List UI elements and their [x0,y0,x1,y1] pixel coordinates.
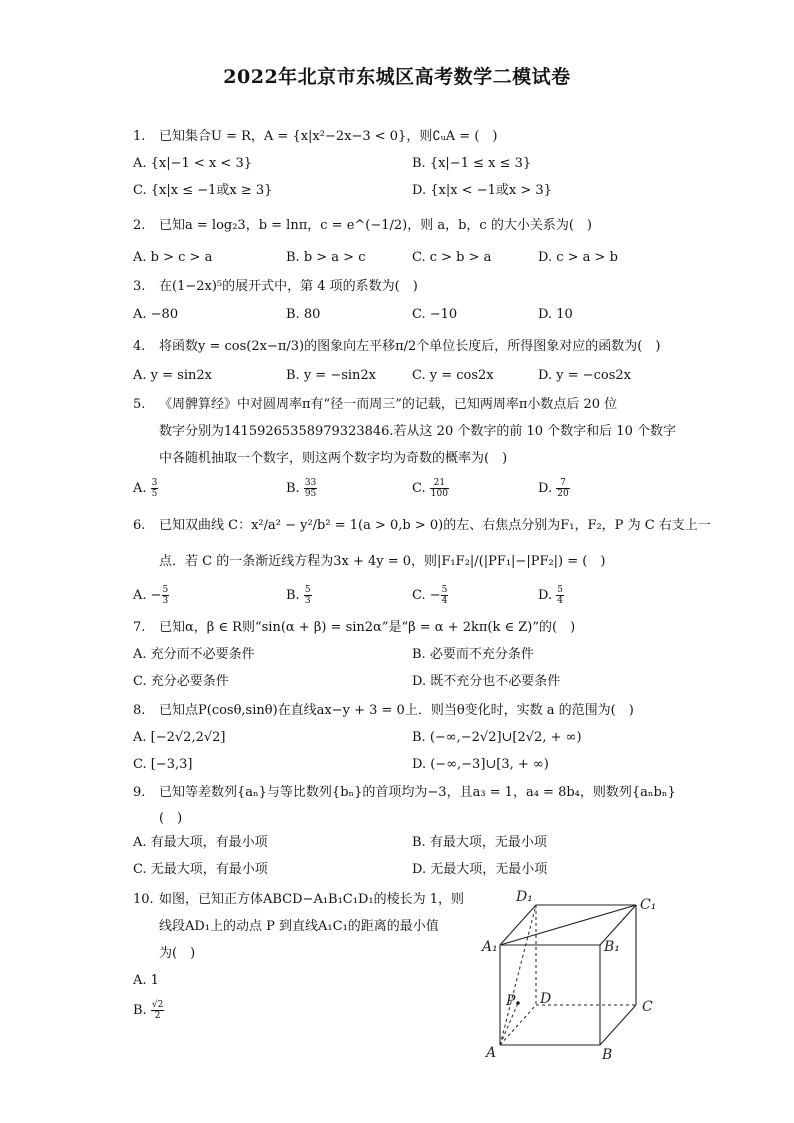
question-1: 1. 已知集合U = R，A = {x|x²−2x−3 < 0}，则∁ᵤA = ( ) [133,129,498,144]
point-p [516,1001,520,1005]
q7-option-c: C. 充分必要条件 [133,674,229,689]
q7-option-d: D. 既不充分也不必要条件 [412,674,561,689]
edge-b-c [600,1005,636,1045]
q6-option-d: D. $\frac{5}{4}$ [538,585,563,606]
question-10-line-3: 为( ) [159,946,196,961]
question-5-line-3: 中各随机抽取一个数字，则这两个数字均为奇数的概率为( ) [159,451,508,466]
question-2: 2. 已知a = log₂3，b = lnπ，c = e^(−1/2)，则 a，b，c 的大小关系为( ) [133,218,592,233]
q3-option-b: B. 80 [286,307,321,322]
label-a1: A₁ [482,939,498,955]
q6-option-b: B. $\frac{5}{3}$ [286,585,311,606]
question-8: 8. 已知点P(cosθ,sinθ)在直线ax−y + 3 = 0上．则当θ变化时，实数 a 的范围为( ) [133,703,634,718]
q10-option-b: B. $\frac{√2}{2}$ [133,1000,164,1021]
label-c: C [642,999,653,1015]
q4-option-a: A. y = sin2x [133,368,212,383]
q2-option-a: A. b > c > a [133,250,213,265]
label-b: B [602,1047,613,1063]
q7-option-b: B. 必要而不充分条件 [412,647,534,662]
edge-a1-d1 [500,905,536,945]
q5-option-c: C. $\frac{21}{100}$ [412,478,448,499]
label-a: A [486,1045,497,1061]
q8-option-c: C. [−3,3] [133,757,193,772]
q8-option-d: D. (−∞,−3]∪[3, + ∞) [412,757,549,772]
q4-option-b: B. y = −sin2x [286,368,377,383]
question-10: 10. 如图，已知正方体ABCD−A₁B₁C₁D₁的棱长为 1，则 [133,892,465,907]
label-b1: B₁ [604,939,620,955]
q8-option-a: A. [−2√2,2√2] [133,730,226,745]
q9-option-d: D. 无最大项，无最小项 [412,862,548,877]
q3-option-c: C. −10 [412,307,458,322]
q8-option-b: B. (−∞,−2√2]∪[2√2, + ∞) [412,730,582,745]
cube-diagram [478,885,668,1063]
q6-option-c: C. − $\frac{5}{4}$ [412,585,448,606]
question-7: 7. 已知α，β ∈ R则“sin(α + β) = sin2α”是“β = α + 2kπ(k ∈ Z)”的( ) [133,620,576,635]
question-6-line-2: 点．若 C 的一条渐近线方程为3x + 4y = 0，则|F₁F₂|/(|PF₁|−|PF₂|) = ( ) [159,554,606,569]
label-d: D [540,991,552,1007]
q2-option-c: C. c > b > a [412,250,492,265]
question-6: 6. 已知双曲线 C：x²/a² − y²/b² = 1(a > 0,b > 0)的左、右焦点分别为F₁，F₂，P 为 C 右支上一 [133,518,711,533]
q9-option-b: B. 有最大项，无最小项 [412,835,547,850]
q5-option-a: A. $\frac{3}{5}$ [133,478,158,499]
question-9-line-2: ( ) [159,811,183,826]
question-9: 9. 已知等差数列{aₙ}与等比数列{bₙ}的首项均为−3，且a₃ = 1，a₄ = 8b₄，则数列{aₙbₙ} [133,785,676,800]
question-3: 3. 在(1−2x)⁵的展开式中，第 4 项的系数为( ) [133,279,418,294]
q4-option-d: D. y = −cos2x [538,368,631,383]
question-5: 5. 《周髀算经》中对圆周率π有“径一而周三”的记载，已知两周率π小数点后 20 位 [133,397,618,412]
q7-option-a: A. 充分而不必要条件 [133,647,255,662]
q10-option-a: A. 1 [133,973,159,988]
question-5-line-2: 数字分别为14159265358979323846.若从这 20 个数字的前 10 个数字和后 10 个数字 [159,424,676,439]
question-4: 4. 将函数y = cos(2x−π/3)的图象向左平移π/2个单位长度后，所得图象对应的函数为( ) [133,339,661,354]
q2-option-b: B. b > a > c [286,250,366,265]
q1-option-a: A. {x|−1 < x < 3} [133,156,252,171]
label-p: P [506,993,516,1009]
segment-a-d1 [500,905,536,1045]
q1-option-c: C. {x|x ≤ −1或x ≥ 3} [133,183,273,198]
q5-option-b: B. $\frac{33}{95}$ [286,478,317,499]
q6-option-a: A. − $\frac{5}{3}$ [133,585,169,606]
q1-option-b: B. {x|−1 ≤ x ≤ 3} [412,156,532,171]
label-c1: C₁ [640,897,657,913]
q9-option-c: C. 无最大项，有最小项 [133,862,268,877]
q1-option-d: D. {x|x < −1或x > 3} [412,183,552,198]
q4-option-c: C. y = cos2x [412,368,494,383]
label-d1: D₁ [516,889,533,905]
q3-option-a: A. −80 [133,307,179,322]
q3-option-d: D. 10 [538,307,573,322]
q5-option-d: D. $\frac{7}{20}$ [538,478,569,499]
q2-option-d: D. c > a > b [538,250,618,265]
page-title: 2022年北京市东城区高考数学二模试卷 [223,66,571,88]
q9-option-a: A. 有最大项，有最小项 [133,835,268,850]
question-10-line-2: 线段AD₁上的动点 P 到直线A₁C₁的距离的最小值 [159,919,439,934]
